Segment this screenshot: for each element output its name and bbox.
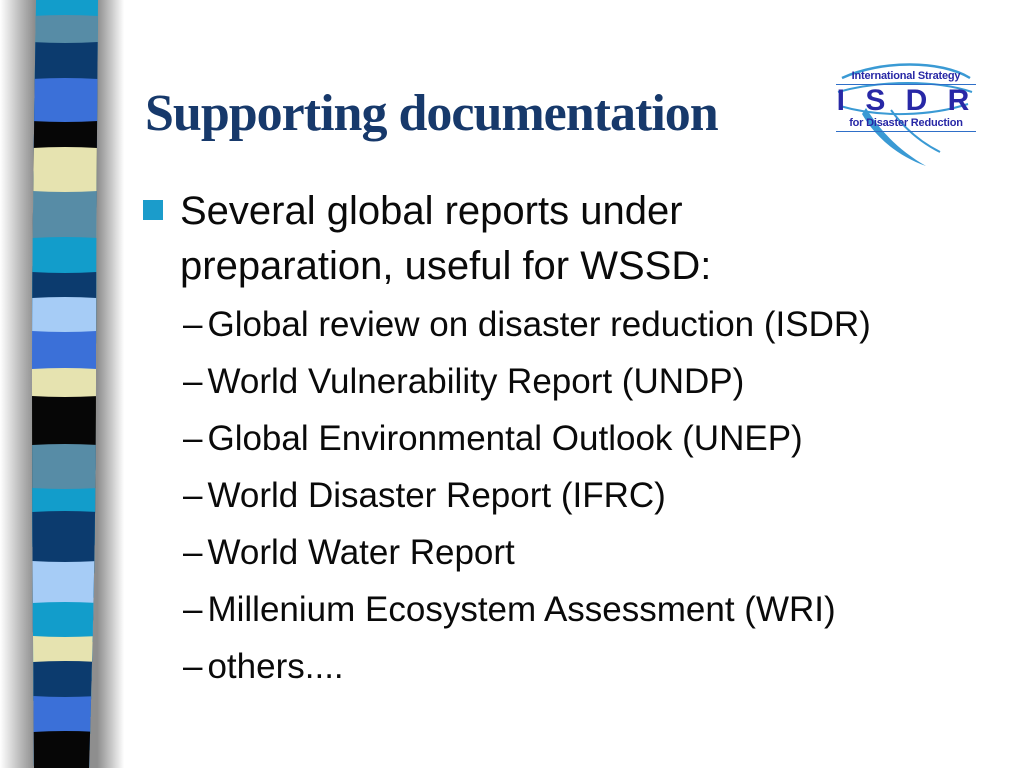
sub-bullet-item xyxy=(183,296,871,353)
isdr-logo xyxy=(836,58,976,168)
sub-bullet-label: Global Environmental Outlook (UNEP) xyxy=(207,419,803,458)
sub-bullet-item xyxy=(183,581,871,638)
square-bullet-icon xyxy=(143,200,163,220)
dash-icon: – xyxy=(183,362,203,401)
sub-bullet-label: World Water Report xyxy=(207,533,515,572)
bullet-text xyxy=(180,184,711,294)
logo-acronym: I S D R xyxy=(836,84,976,117)
logo-top-text: International Strategy xyxy=(836,70,976,85)
sub-bullet-label: others.... xyxy=(207,647,344,686)
sub-bullet-label: World Disaster Report (IFRC) xyxy=(207,476,666,515)
dash-icon: – xyxy=(183,533,203,572)
sub-bullet-item xyxy=(183,353,871,410)
sub-bullet-label: Millenium Ecosystem Assessment (WRI) xyxy=(207,590,836,629)
sub-bullet-label: Global review on disaster reduction (ISDR) xyxy=(207,305,871,344)
sub-bullet-item xyxy=(183,467,871,524)
sub-bullet-label: World Vulnerability Report (UNDP) xyxy=(207,362,745,401)
bullet-line-1: Several global reports under xyxy=(180,189,683,233)
dash-icon: – xyxy=(183,476,203,515)
sub-bullet-item xyxy=(183,638,871,695)
dash-icon: – xyxy=(183,419,203,458)
sub-bullet-item xyxy=(183,524,871,581)
logo-bottom-text: for Disaster Reduction xyxy=(836,117,976,132)
bullet-line-2: preparation, useful for WSSD: xyxy=(180,244,712,288)
sub-bullet-item xyxy=(183,410,871,467)
dash-icon: – xyxy=(183,590,203,629)
sub-bullet-list xyxy=(183,296,871,695)
slide-title: Supporting documentation xyxy=(145,85,718,142)
dash-icon: – xyxy=(183,305,203,344)
dash-icon: – xyxy=(183,647,203,686)
decorative-ribbon xyxy=(0,0,130,768)
